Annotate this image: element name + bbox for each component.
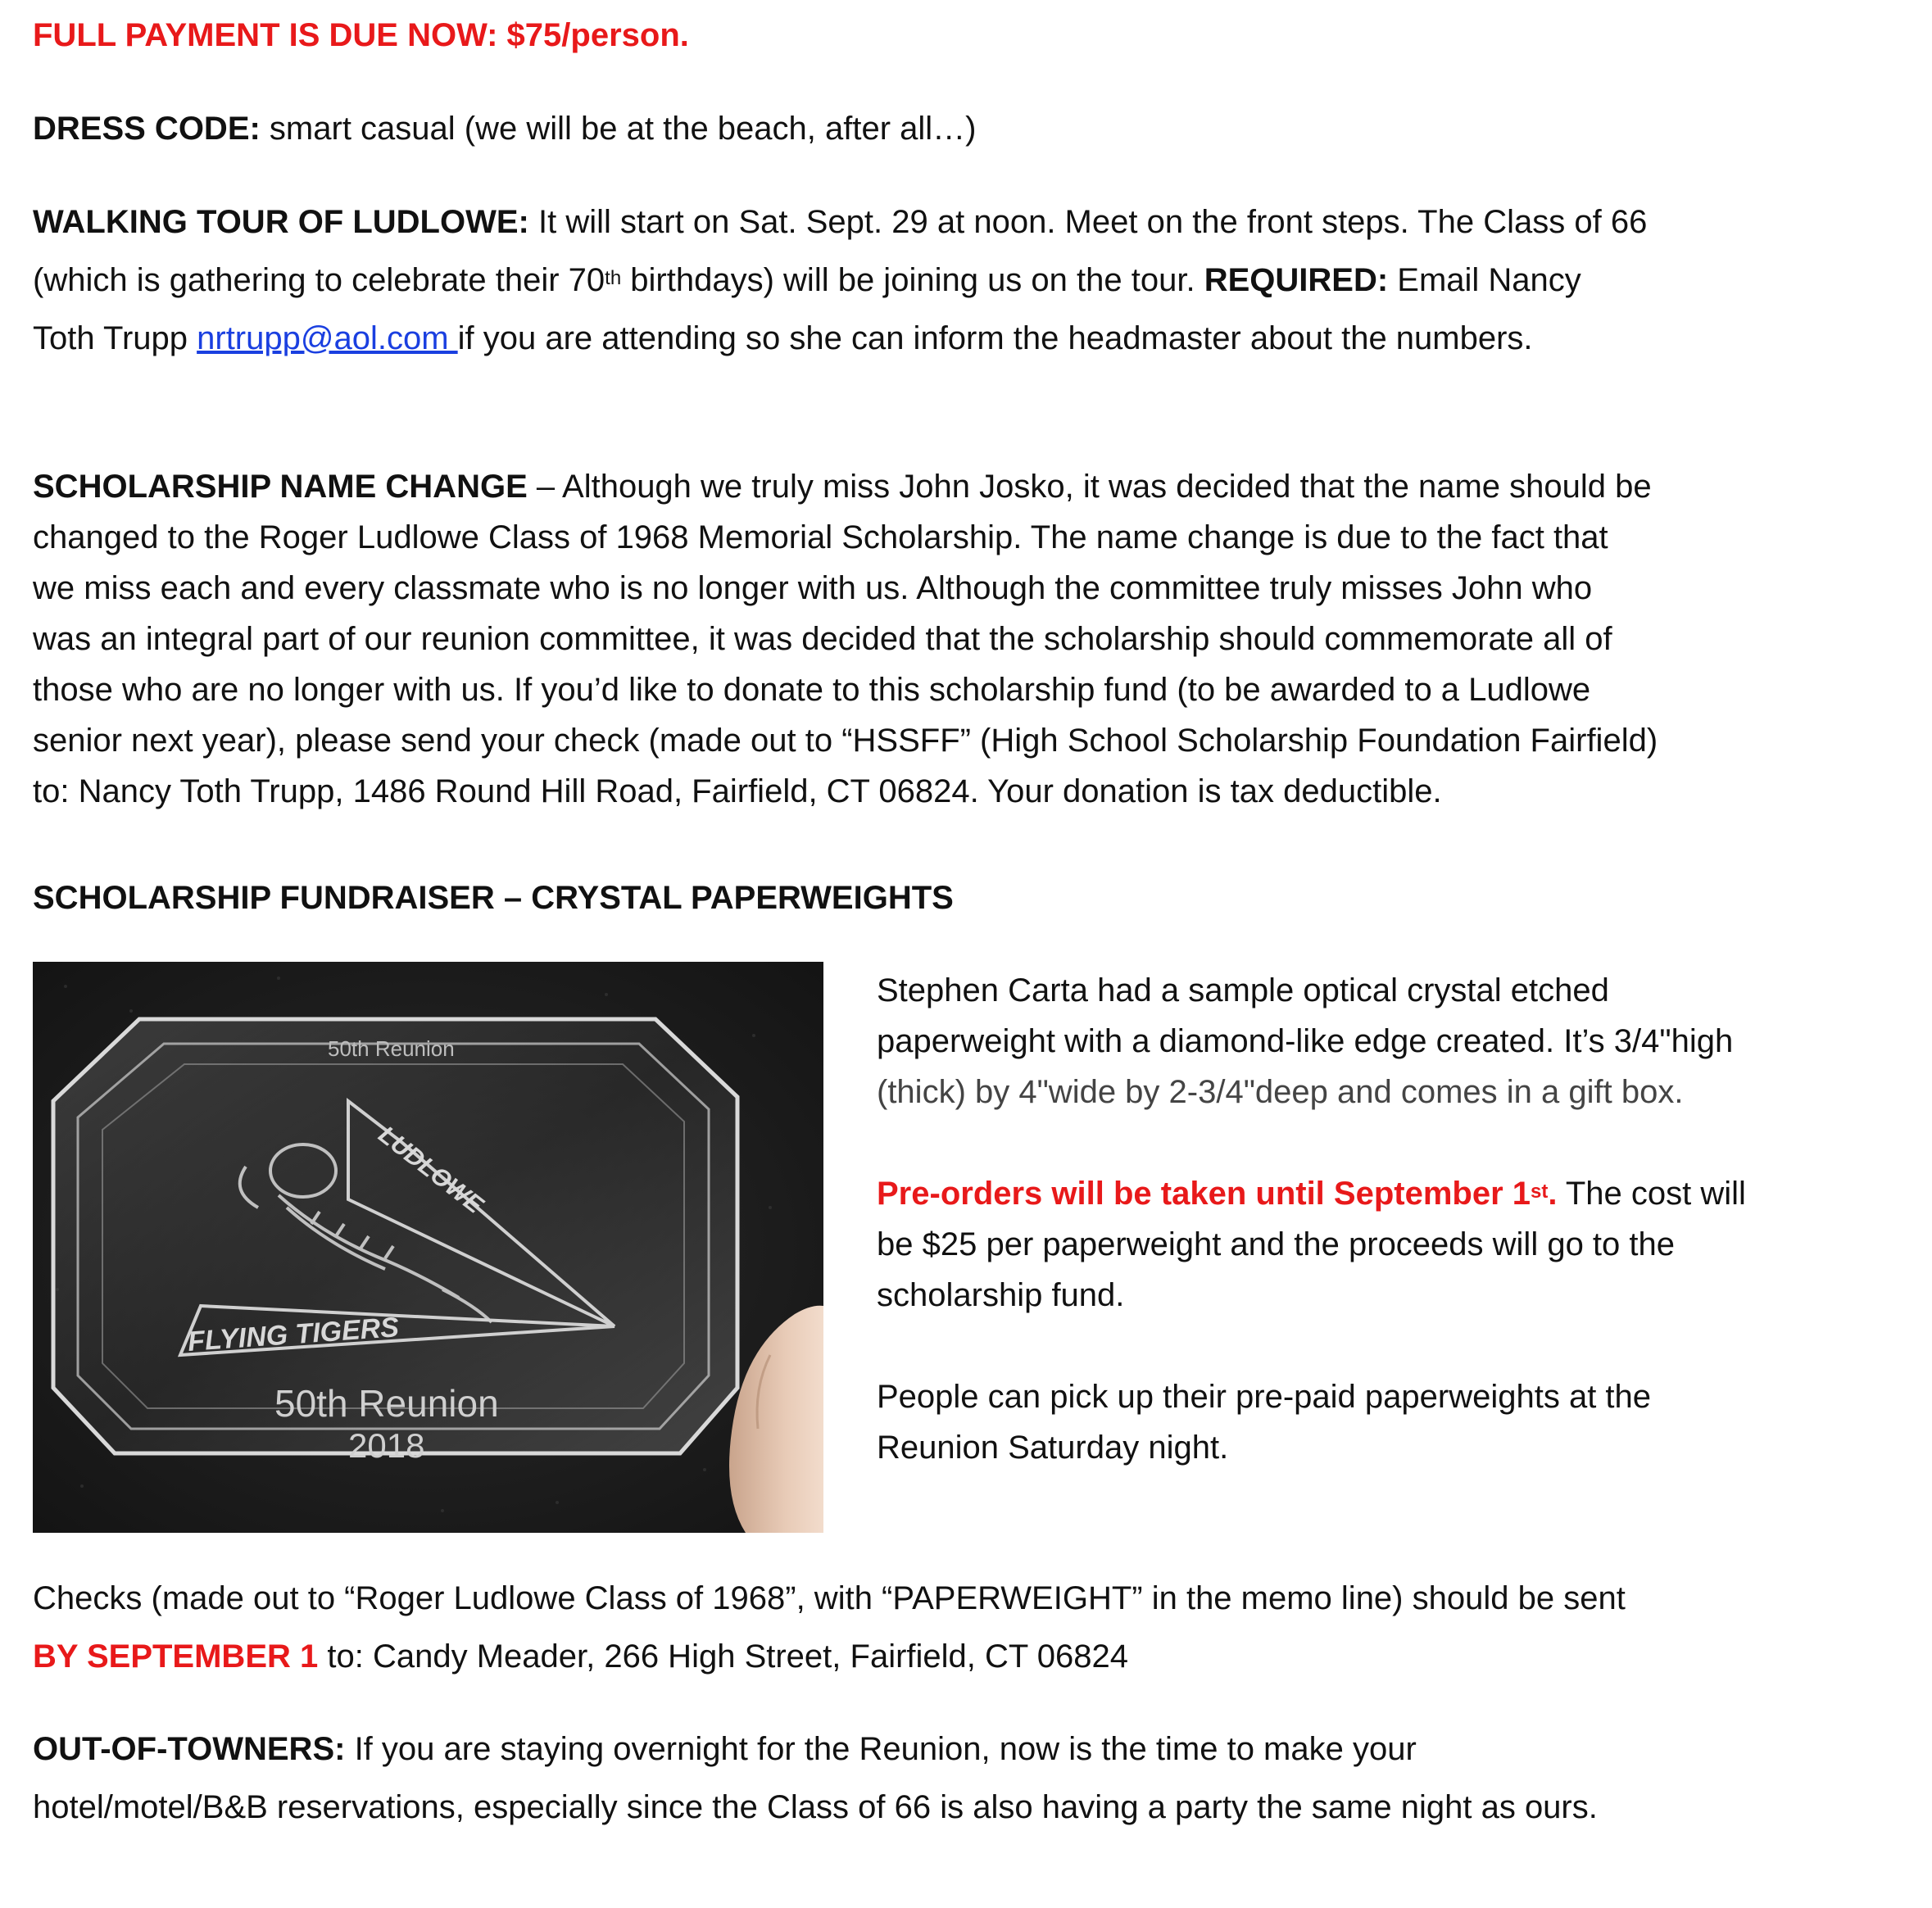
fundraiser-heading: SCHOLARSHIP FUNDRAISER – CRYSTAL PAPERWEIGHTS [33,880,954,916]
photo-year-text: 2018 [348,1426,425,1465]
scholarship-line: those who are no longer with us. If you’d like to donate to this scholarship fund (to be awarded to a Ludlowe [33,672,1591,708]
desc-line: (thick) by 4"wide by 2-3/4"deep and comes in a gift box. [877,1074,1684,1110]
scholarship-text: – Although we truly miss John Josko, it was decided that the name should be [527,469,1652,505]
email-link[interactable]: nrtrupp@aol.com [197,320,458,356]
pennant-flying-tigers: FLYING TIGERS [186,1312,401,1357]
dress-code [33,103,977,154]
tour-line-1 [33,197,1647,247]
desc-line: scholarship fund. [877,1277,1125,1313]
oot-label: OUT-OF-TOWNERS: [33,1731,346,1767]
checks-address: to: Candy Meader, 266 High Street, Fairfield, CT 06824 [318,1638,1128,1675]
preorder-dot: . [1548,1176,1558,1212]
desc-line: Stephen Carta had a sample optical crystal etched [877,972,1609,1008]
oot-line-1 [33,1724,1417,1774]
desc-line: paperweight with a diamond-like edge created. It’s 3/4"high [877,1023,1734,1059]
dress-code-label: DRESS CODE: [33,111,261,147]
scholarship-label: SCHOLARSHIP NAME CHANGE [33,469,528,505]
tour-line-2 [33,255,1581,306]
preorder-line [877,1168,1925,1219]
payment-notice: FULL PAYMENT IS DUE NOW: $75/person. [33,17,689,53]
pennant-ludlowe: LUDLOWE [373,1121,488,1219]
scholarship-line: we miss each and every classmate who is no longer with us. Although the committee truly misses John who [33,570,1593,606]
tour-text-5: Toth Trupp [33,320,197,356]
photo-reunion-text: 50th Reunion [274,1382,499,1425]
required-label: REQUIRED: [1204,262,1389,298]
checks-line-2 [33,1631,1128,1682]
desc-line: Reunion Saturday night. [877,1430,1229,1466]
scholarship-line: to: Nancy Toth Trupp, 1486 Round Hill Road, Fairfield, CT 06824. Your donation is tax deductible. [33,773,1442,809]
tour-text-4: Email Nancy [1388,262,1581,298]
tour-label: WALKING TOUR OF LUDLOWE: [33,204,529,240]
oot-text-1: If you are staying overnight for the Reunion, now is the time to make your [345,1731,1417,1767]
tour-text-3: birthdays) will be joining us on the tour. [621,262,1204,298]
cost-text: The cost will [1557,1176,1746,1212]
tour-line-3 [33,313,1533,364]
scholarship-line: was an integral part of our reunion committee, it was decided that the scholarship should commemorate all of [33,621,1612,657]
tour-text-6: if you are attending so she can inform the headmaster about the numbers. [457,320,1533,356]
preorder-deadline [877,1176,1557,1212]
checks-line-1: Checks (made out to “Roger Ludlowe Class of 1968”, with “PAPERWEIGHT” in the memo line) should be sent [33,1580,1626,1616]
scholarship-line-1 [33,461,1652,512]
tour-sup: th [605,267,622,289]
checks-deadline: BY SEPTEMBER 1 [33,1638,319,1675]
preorder-sup: st [1531,1181,1549,1203]
paperweight-photo [33,962,823,1533]
desc-line: be $25 per paperweight and the proceeds will go to the [877,1226,1676,1262]
scholarship-line: senior next year), please send your check (made out to “HSSFF” (High School Scholarship Foundation Fairfield) [33,723,1658,759]
photo-top-text: 50th Reunion [328,1036,455,1061]
preorder-text: Pre-orders will be taken until September 1 [877,1176,1531,1212]
oot-line-2: hotel/motel/B&B reservations, especially since the Class of 66 is also having a party the same night as ours. [33,1789,1598,1825]
tour-text-2: (which is gathering to celebrate their 70 [33,262,605,298]
desc-line: People can pick up their pre-paid paperweights at the [877,1379,1652,1415]
dress-code-text: smart casual (we will be at the beach, after all…) [260,111,977,147]
scholarship-line: changed to the Roger Ludlowe Class of 1968 Memorial Scholarship. The name change is due to the fact that [33,519,1608,555]
tour-text-1: It will start on Sat. Sept. 29 at noon. Meet on the front steps. The Class of 66 [528,204,1648,240]
